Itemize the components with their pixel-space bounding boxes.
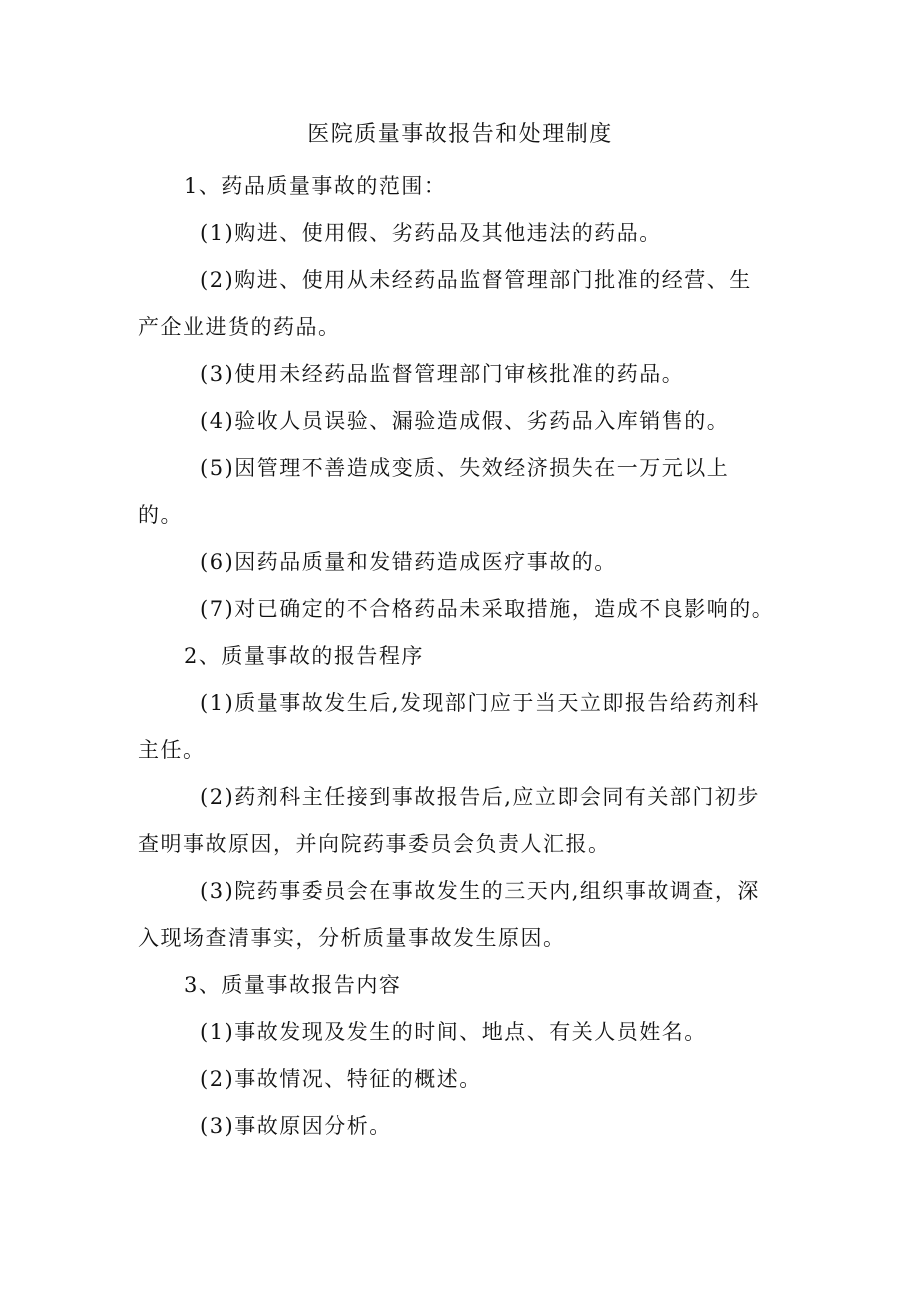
list-item [138, 351, 788, 398]
text-line: (2)事故情况、特征的概述。 [200, 1067, 482, 1091]
list-item [138, 1103, 788, 1150]
list-item [138, 210, 788, 257]
section-heading [138, 163, 788, 210]
text-line: (7)对已确定的不合格药品未采取措施，造成不良影响的。 [200, 597, 775, 621]
text-line: (6)因药品质量和发错药造成医疗事故的。 [200, 550, 617, 574]
text-line: 3、质量事故报告内容 [184, 973, 402, 997]
text-line: (1)质量事故发生后,发现部门应于当天立即报告给药剂科 [200, 691, 760, 715]
section-heading [138, 633, 788, 680]
text-line: (3)院药事委员会在事故发生的三天内,组织事故调查，深 [200, 879, 760, 903]
text-line: 入现场查清事实，分析质量事故发生原因。 [138, 926, 566, 950]
text-line: 主任。 [138, 738, 206, 762]
section-heading [138, 962, 788, 1009]
list-item [138, 398, 788, 445]
text-line: 产企业进货的药品。 [138, 315, 341, 339]
text-line: 1、药品质量事故的范围： [184, 174, 447, 198]
list-item [138, 445, 788, 539]
list-item [138, 680, 788, 774]
document-body [138, 163, 788, 1150]
text-line: (1)购进、使用假、劣药品及其他违法的药品。 [200, 221, 662, 245]
text-line: (5)因管理不善造成变质、失效经济损失在一万元以上 [200, 456, 730, 480]
list-item [138, 586, 788, 633]
list-item [138, 257, 788, 351]
list-item [138, 868, 788, 962]
list-item [138, 539, 788, 586]
list-item [138, 1009, 788, 1056]
text-line: (2)药剂科主任接到事故报告后,应立即会同有关部门初步 [200, 785, 760, 809]
text-line: (3)使用未经药品监督管理部门审核批准的药品。 [200, 362, 685, 386]
document-title: 医院质量事故报告和处理制度 [307, 122, 613, 147]
text-line: 的。 [138, 503, 183, 527]
list-item [138, 774, 788, 868]
text-line: (4)验收人员误验、漏验造成假、劣药品入库销售的。 [200, 409, 730, 433]
list-item [138, 1056, 788, 1103]
text-line: (3)事故原因分析。 [200, 1114, 392, 1138]
text-line: 2、质量事故的报告程序 [184, 644, 424, 668]
text-line: 查明事故原因，并向院药事委员会负责人汇报。 [138, 832, 611, 856]
text-line: (2)购进、使用从未经药品监督管理部门批准的经营、生 [200, 268, 752, 292]
text-line: (1)事故发现及发生的时间、地点、有关人员姓名。 [200, 1020, 707, 1044]
